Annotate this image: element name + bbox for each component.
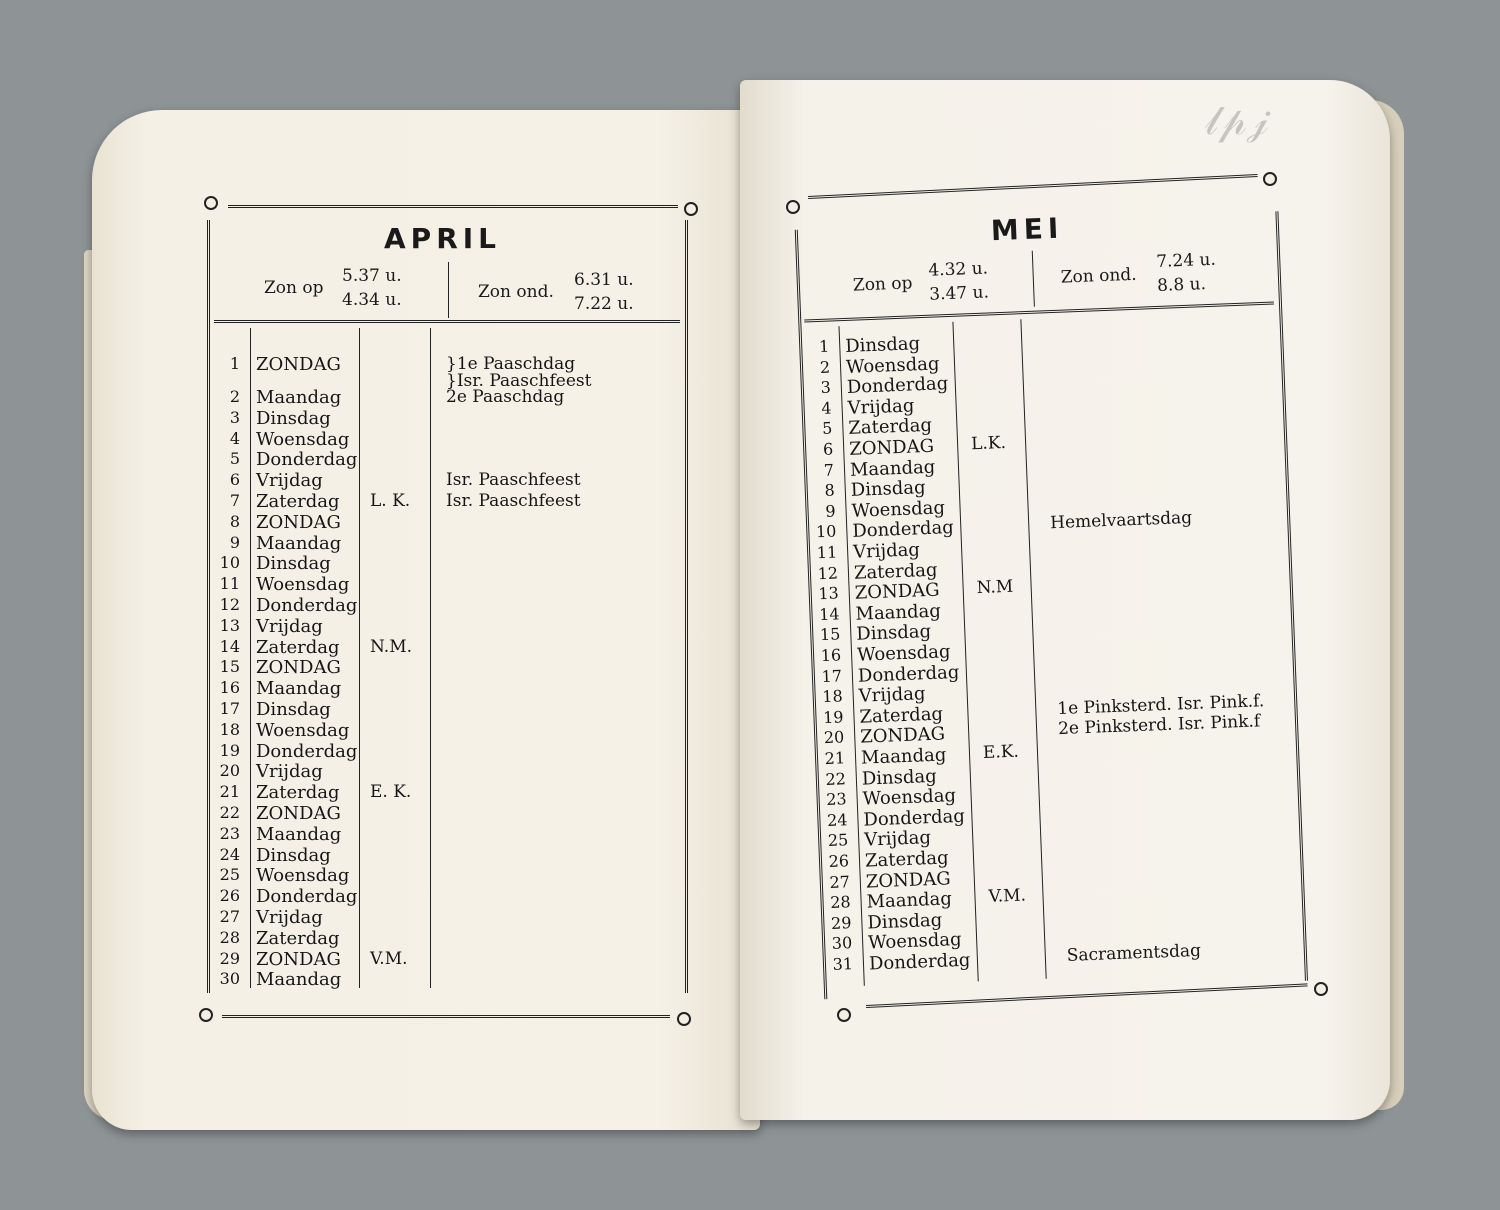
- day-name: Dinsdag: [256, 844, 331, 866]
- day-row: [210, 657, 670, 679]
- day-name: ZONDAG: [854, 579, 940, 604]
- corner-ring-icon: [837, 1008, 851, 1022]
- day-number: 12: [817, 563, 839, 583]
- day-name: Maandag: [256, 532, 342, 554]
- day-number: 20: [823, 727, 845, 748]
- corner-ring-icon: [1314, 982, 1328, 996]
- day-number: 6: [822, 439, 834, 459]
- day-name: Woensdag: [256, 719, 350, 741]
- holiday-note: 2e Paaschdag: [446, 387, 565, 407]
- day-row: [210, 387, 670, 409]
- day-row: [210, 969, 670, 991]
- holiday-note: }1e Paaschdag: [446, 354, 576, 374]
- day-name: Zaterdag: [256, 636, 340, 658]
- day-number: 1: [818, 336, 830, 356]
- day-number: 19: [822, 707, 844, 727]
- day-number: 26: [828, 851, 850, 871]
- day-number: 16: [820, 645, 842, 666]
- day-name: Maandag: [866, 888, 953, 913]
- day-name: ZONDAG: [256, 657, 341, 679]
- day-number: 29: [219, 948, 240, 968]
- day-number: 27: [829, 871, 851, 892]
- day-number: 15: [219, 657, 240, 677]
- sunset-label: Zon ond.: [1060, 264, 1137, 288]
- sunrise-block: [852, 252, 1054, 320]
- day-name: ZONDAG: [859, 723, 946, 749]
- sunset-value: 8.8 u.: [1156, 274, 1207, 296]
- mei-rotated-area: [790, 191, 1320, 1000]
- moon-phase: V.M.: [370, 948, 408, 969]
- corner-ring-icon: [677, 1012, 691, 1026]
- holiday-note: Isr. Paaschfeest: [446, 470, 581, 491]
- day-row: [210, 533, 670, 555]
- corner-ring-icon: [204, 196, 218, 210]
- day-name: Donderdag: [857, 661, 960, 687]
- day-row: [210, 886, 670, 908]
- sunrise-value: 4.32 u.: [928, 258, 989, 281]
- day-name: Zaterdag: [256, 782, 340, 804]
- day-row: [210, 720, 670, 742]
- day-row: [210, 824, 670, 846]
- sunrise-label: Zon op: [852, 273, 913, 296]
- day-name: Woensdag: [845, 352, 940, 378]
- day-row: [210, 408, 670, 430]
- day-name: ZONDAG: [256, 948, 341, 970]
- day-name: Vrijdag: [256, 470, 323, 492]
- moon-phase: L. K.: [370, 491, 411, 511]
- day-number: 24: [219, 844, 240, 864]
- day-name: Zaterdag: [853, 559, 938, 584]
- day-row: [210, 803, 670, 825]
- day-row: [210, 845, 670, 867]
- day-row: [210, 512, 670, 534]
- day-row: [210, 574, 670, 596]
- day-row: [210, 699, 670, 721]
- day-name: Zaterdag: [859, 703, 944, 728]
- day-name: Maandag: [849, 456, 936, 481]
- day-number: 2: [819, 357, 831, 377]
- day-name: Woensdag: [256, 865, 350, 887]
- day-name: Woensdag: [862, 785, 957, 810]
- day-number: 17: [219, 699, 240, 718]
- day-number: 29: [830, 912, 852, 933]
- day-number: 25: [219, 865, 240, 885]
- day-name: Donderdag: [851, 517, 955, 543]
- day-name: Zaterdag: [256, 927, 340, 949]
- day-number: 11: [816, 542, 838, 563]
- day-row: [210, 949, 670, 971]
- day-name: Dinsdag: [861, 765, 938, 790]
- day-name: Dinsdag: [867, 909, 943, 934]
- day-name: ZONDAG: [256, 354, 341, 375]
- holiday-note: Sacramentsdag: [1066, 940, 1202, 966]
- day-number: 21: [219, 782, 240, 802]
- day-name: Woensdag: [851, 497, 946, 522]
- corner-ring-icon: [199, 1008, 213, 1022]
- day-number: 31: [832, 954, 854, 974]
- day-number: 8: [229, 511, 240, 531]
- sunrise-value: 4.34 u.: [342, 290, 402, 310]
- day-name: Vrijdag: [852, 539, 921, 563]
- day-number: 2: [229, 387, 240, 406]
- day-name: Maandag: [256, 969, 342, 991]
- day-row: [210, 637, 670, 659]
- day-number: 20: [219, 761, 240, 781]
- day-number: 7: [229, 491, 240, 510]
- day-row: [210, 449, 670, 471]
- holiday-note: Hemelvaartsdag: [1049, 508, 1193, 534]
- day-name: Zaterdag: [256, 491, 340, 512]
- day-name: Donderdag: [846, 373, 949, 399]
- day-name: Donderdag: [256, 740, 358, 762]
- day-number: 5: [229, 449, 240, 469]
- day-number: 16: [219, 678, 240, 698]
- moon-phase: N.M: [976, 576, 1014, 599]
- day-number: 4: [229, 428, 240, 448]
- day-row: [210, 678, 670, 700]
- corner-ring-icon: [1263, 172, 1277, 186]
- day-row: [210, 782, 670, 804]
- sunset-block: [1060, 244, 1262, 312]
- day-name: Woensdag: [867, 929, 962, 954]
- day-number: 17: [821, 665, 843, 686]
- day-name: ZONDAG: [848, 435, 935, 460]
- moon-phase: E. K.: [370, 782, 412, 803]
- day-name: Vrijdag: [863, 827, 932, 851]
- day-name: Dinsdag: [256, 407, 331, 429]
- day-number: 30: [219, 969, 240, 989]
- sunrise-block: [264, 262, 464, 322]
- day-name: Dinsdag: [844, 333, 921, 357]
- day-row: [210, 928, 670, 950]
- day-number: 22: [825, 768, 847, 789]
- day-row: [210, 429, 670, 451]
- day-number: 23: [825, 789, 848, 810]
- day-number: 15: [819, 624, 841, 645]
- day-row: [210, 553, 670, 575]
- day-number: 14: [219, 636, 240, 656]
- day-name: Donderdag: [256, 886, 358, 908]
- moon-phase: E.K.: [982, 741, 1020, 763]
- day-name: Woensdag: [256, 574, 350, 596]
- day-number: 18: [219, 719, 240, 739]
- day-name: Donderdag: [256, 595, 358, 616]
- day-number: 23: [219, 823, 240, 843]
- day-number: 13: [818, 583, 840, 604]
- day-row: [210, 865, 670, 887]
- day-name: Maandag: [256, 823, 342, 845]
- day-name: Woensdag: [856, 641, 951, 666]
- day-number: 19: [219, 740, 240, 760]
- sunrise-value: 3.47 u.: [928, 282, 990, 305]
- holiday-note: Isr. Paaschfeest: [446, 491, 581, 511]
- day-name: Woensdag: [256, 428, 350, 450]
- day-name: Maandag: [256, 678, 342, 700]
- day-name: ZONDAG: [256, 803, 341, 824]
- holiday-note: }Isr. Paaschfeest: [446, 371, 592, 391]
- day-number: 18: [821, 686, 844, 707]
- moon-phase: L.K.: [970, 432, 1007, 455]
- day-name: Vrijdag: [256, 761, 323, 783]
- day-number: 1: [229, 354, 240, 373]
- corner-ring-icon: [684, 202, 698, 216]
- day-row: [210, 761, 670, 783]
- sunset-value: 7.24 u.: [1155, 249, 1217, 272]
- moon-phase: N.M.: [370, 636, 413, 657]
- day-number: 25: [827, 830, 849, 851]
- sunset-label: Zon ond.: [478, 282, 554, 302]
- day-number: 10: [219, 553, 240, 573]
- sunset-value: 7.22 u.: [574, 294, 634, 314]
- day-number: 5: [821, 418, 833, 439]
- day-number: 10: [815, 521, 837, 542]
- day-name: Donderdag: [868, 949, 971, 975]
- day-number: 22: [219, 803, 240, 822]
- day-name: Maandag: [860, 744, 947, 769]
- sunrise-label: Zon op: [264, 278, 324, 298]
- day-number: 4: [821, 398, 832, 418]
- day-row: [210, 470, 670, 492]
- day-number: 7: [823, 460, 835, 480]
- day-row: [210, 491, 670, 513]
- holiday-note: 2e Pinksterd. Isr. Pink.f: [1057, 711, 1261, 740]
- day-number: 21: [824, 748, 846, 769]
- sunrise-value: 5.37 u.: [342, 266, 402, 286]
- header-rule: [214, 320, 680, 323]
- day-name: Dinsdag: [855, 621, 932, 646]
- day-row: [210, 741, 670, 763]
- day-number: 12: [219, 595, 240, 614]
- day-name: Maandag: [855, 600, 942, 625]
- day-name: Donderdag: [863, 805, 966, 831]
- day-name: Vrijdag: [847, 395, 915, 419]
- day-name: Zaterdag: [864, 847, 949, 872]
- day-row: [210, 595, 670, 617]
- day-number: 27: [219, 907, 240, 926]
- day-name: Dinsdag: [256, 699, 331, 720]
- day-name: Dinsdag: [256, 553, 331, 575]
- day-name: Vrijdag: [858, 683, 926, 707]
- day-name: Dinsdag: [850, 477, 926, 502]
- top-rule: [228, 205, 678, 208]
- bottom-rule: [222, 1015, 670, 1018]
- holiday-note: 1e Pinksterd. Isr. Pink.f.: [1056, 690, 1265, 719]
- day-number: 26: [219, 886, 240, 906]
- month-title: MEI: [990, 211, 1064, 248]
- day-number: 24: [826, 810, 848, 830]
- day-name: ZONDAG: [256, 511, 341, 533]
- pencil-marks: 𝓁𝓅𝒿: [1205, 98, 1269, 144]
- moon-phase: V.M.: [988, 885, 1027, 908]
- month-title: APRIL: [384, 222, 502, 255]
- day-name: Maandag: [256, 387, 342, 408]
- day-row: [210, 616, 670, 638]
- day-number: 28: [829, 892, 851, 913]
- day-number: 9: [825, 501, 836, 521]
- day-number: 30: [831, 933, 853, 954]
- day-number: 8: [824, 480, 836, 501]
- day-number: 3: [229, 407, 240, 427]
- day-row: [210, 907, 670, 929]
- sunset-value: 6.31 u.: [574, 270, 634, 290]
- day-name: ZONDAG: [865, 867, 952, 893]
- day-number: 3: [820, 377, 832, 398]
- day-name: Vrijdag: [256, 615, 323, 637]
- day-number: 6: [229, 470, 240, 490]
- day-name: Vrijdag: [256, 907, 323, 928]
- day-number: 13: [219, 615, 240, 635]
- header-divider: [448, 262, 449, 318]
- day-number: 14: [818, 604, 840, 624]
- day-number: 11: [219, 574, 240, 594]
- day-number: 9: [229, 532, 240, 552]
- day-name: Zaterdag: [848, 415, 933, 440]
- day-number: 28: [219, 927, 240, 947]
- day-name: Donderdag: [256, 449, 358, 471]
- sunset-block: [478, 266, 678, 326]
